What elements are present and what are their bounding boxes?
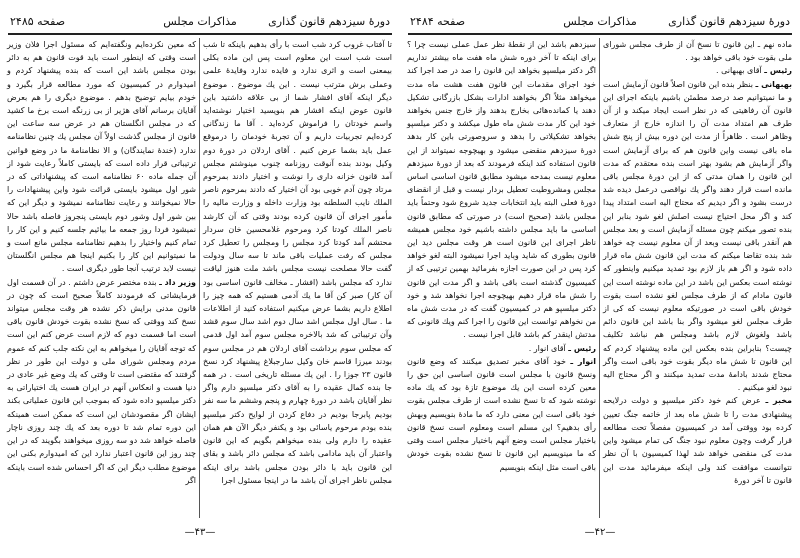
paragraph bbox=[407, 342, 596, 355]
running-title: مذاکرات مجلس bbox=[563, 15, 637, 28]
session-title: دورهٔ سیزدهم قانون گذاری bbox=[668, 15, 790, 28]
text-column-left bbox=[407, 38, 596, 474]
column-divider bbox=[199, 38, 200, 518]
paragraph bbox=[407, 38, 596, 342]
paragraph-text: که معین نکرده‌ایم ونگفته‌ایم که مسئول اجرا فلان وزیر است وقتی که اینطور است باید قوت قانون هم به دائر بودن مجلس باشد این است که بنده پیشنهاد کردم و امیدوارم در کمیسیون که مورد مطالعه قرار بگیرد و خودم بیایم توضیح بدهم . موضوع دیگری را هم بعرض آقایان برسانم آقای هژیر از بی زرنگه است برخ ما کشید که در مجلس انگلستان هم در عرض سه ساعت این قانون از مجلس گذشت اولاً آن مجلس یك چنین نظامنامه ندارد (خندهٔ نمایندگان) و الا نظامنامهٔ ما در وضع قوانین ترتیباتی قرار داده است که بایستی کاملاً رعایت شود از آن جمله ماده ۶۰ نظامنامه است که پیشنهاداتی که در شور اول میشود بایستی قرائت شود واین پیشنهادات را حالا نمیخوانند و رعایت نظامنامه نمیشود و دیگر این که بین شور اول وشور دوم بایستی پنجروز فاصله باشد حالا نمیشود فردا روز جمعه ما بیائیم جلسه کنیم و این کار را تمام کنیم واختیار را بدهیم نظامنامه مجلس مانع است و ما نمیتوانیم این کار را بکنیم اینجا هم مجلس انگلستان نیست لابد ترتیب آنجا طور دیگری است . bbox=[7, 40, 197, 274]
page-label: صفحه ۲۴۸۴ bbox=[410, 15, 466, 28]
column-divider bbox=[599, 38, 600, 518]
right-page bbox=[400, 0, 800, 558]
speaker-name: رئیس ـ bbox=[764, 66, 792, 76]
paragraph bbox=[407, 355, 596, 474]
paragraph-text: سیزدهم باشد این از نقطهٔ نظر عمل عملی نیست چرا ؟ برای اینکه تا آخر دوره شش ماه هفت ماه بیشتر نداریم اگر دکتر میلسپو بخواهد این قانون را صد در صد اجرا کند خود اجرای مقدمات این قانون هفت هشت ماه مدت میخواهد مثلاً اگر بخواهند ادارات بشکل بازرگانی تشکیل دهند یا کمانده‌هائی بخارج بدهند واز خارج جنس بخواهند خود این کار مدت شش ماه طول میکشد و دکتر میلسپو بخواهد تشکیلاتی را بدهد و سروصورتی باین کار بدهد دورهٔ سیزدهم منقضی میشود و بهیچوجه نمیتواند از این قانون استفاده کند اینکه فرمودند که بعد از دورهٔ سیزدهم معلوم نیست بمدحه میشود مطابق قانون اساسی اساس مجلس ومشروطیت تعطیل بردار نیست و قبل از انقضای دورهٔ فعلی البته باید انتخابات جدید شروع شود وحتماً باید مجلس باشد (صحیح است) در صورتی که مطابق قانون اساسی ما باید مجلس داشته باشیم خود مجلس همیشه ناظر اجرای این قانون است هر وقت مجلس دید این قانون بطوری که شاید وباید اجرا نمیشود البته لغو خواهد کرد پس در این صورت اجازه بفرمائید بهمین ترتیبی که از کمیسیون گذشته است باقی باشد و اگر مدت این قانون را شش ماه قرار دهیم بهیچوجه اجرا نخواهد شد و خود دکتر میلسپو هم در کمیسیون گفت که در مدت شش ماه من نخواهم توانست این قانون را اجرا کنم ویك قانونی که مدتش اینقدر کم باشد قابل اجرا نیست . bbox=[407, 40, 596, 340]
text-column-right bbox=[603, 38, 792, 487]
paragraph bbox=[603, 394, 792, 486]
page-header bbox=[10, 12, 390, 32]
paragraph-text: تا آفتاب غروب کرد شب است با رأی بدهیم باینکه تا شب است شب است این معلوم است پس این ماده بکلی بیمعنی است و اثری ندارد و فایده ندارد وفایدهٔ علمی وعملی برش مترتب نیست . این یك موضوع . موضوع دیگر اینکه آقای افشار شما از بی علاقه داشتید باین قانون عوض اینکه افشار هم بنویسید اختیار نوشته‌اید واسم خودتان را فراموش کرده‌اید . آقا ما زندگانی کرده‌ایم تجربیات داریم و آن تجربهٔ خودمان را درموقع عمل باید بشما عرض کنیم . آقای اردلان در دورهٔ دوم وکیل بودند بنده آنوقت روزنامه چنوب مینوشتم مجلس آمد قانون خزانه داری را نوشت و اختیار دادند بمرحوم مرتاد چون آدم خوبی بود آن اختیار که دادند بمرحوم ناصر الملك نایب السلطنه بود وزارت داخله و وزارت مالیه را مأمور اجرای آن قانون کرده بودند وقتی که آن کارشد ناصر الملك کودتا کرد ومرحوم غلامحسین خان سردار محتشم آمد کودتا کرد مجلس را ومجلس را تعطیل کرد مجلس که رفت عملیات باقی ماند تا سه سال ودولت گفت حالا مصلحت نیست مجلس باشد ملت هنوز لیاقت ندارد که مجلس باشد (افشار ـ مخالف قانون اساسی بود آن کار) صبر کن آقا ما یك آدمی هستیم که همه چیز را اطلاع داریم بشما عرض میکنیم استفاده کنید از اطلاعات ما . سال اول مجلس اشد سال دوم اشد سال سوم قشد وآن ترتیباتی که شد بالاخره مجلس سوم آمد اول قدمی که مجلس سوم برداشت آقای اردلان هم در مجلس سوم بودند میرزا قاسم خان وکیل سارجبلاغ پیشنهاد کرد نسخ قانون ۲۳ جوزا را . این یك مسئله تاریخی است . در همه جا بنده کمال عقیده را به آقای دکتر میلسپو دارم واگر نظر آقایان باشد در دورهٔ چهارم و پنجم وششم ما سه نفر بودیم پابرجا بودیم در دفاع کردن از لوایح دکتر میلسپو بنده بودم مرحوم یاسائی بود و یکنفر دیگر الآن هم همان عقیده را دارم ولی بنده میخواهم بگویم که این قانون واعتبار آن باید مادامی باشد که مجلس دائر باشد و بقای این قانون باید با دائر بودن مجلس باشد برای اینکه مجلس ناظر اجرای آن باشد ما در اینجا مسئول اجرا bbox=[203, 40, 393, 485]
speaker-name: انوار ـ bbox=[570, 356, 596, 366]
speaker-name: بهبهانی ـ bbox=[755, 79, 793, 89]
text-column-left bbox=[7, 38, 196, 487]
header-rule bbox=[8, 33, 392, 35]
page-number: —۴۳— bbox=[184, 527, 216, 538]
running-title: مذاکرات مجلس bbox=[163, 15, 237, 28]
page-label: صفحه ۲۴۸۵ bbox=[10, 15, 66, 28]
paragraph bbox=[7, 276, 196, 487]
paragraph-text: آقای انوار . bbox=[528, 343, 566, 353]
speaker-name: رئیس ـ bbox=[568, 343, 596, 353]
paragraph-text: بنظر بنده این قانون اصلاً قانون آزمایش است و ما نمیتوانیم صد درصد مطمئن باشیم باینکه اجرای این قانون آن رفاهیتی که در نظر است ایجاد میکند و از آن طرف هم امتداد مدت آن را اندازه خارج از متعارف وظاهر است . ظاهراً از مدت این دوره بیش از پنج شش ماه باقی نیست واین قانون هم که برای آزمایش است واگر آزمایش هم بشود بهتر است بنده معتقدم که مدت این قانون را همان مدتی که از این دورهٔ مجلس باقی مانده است قرار دهند واگر یك نواقصی درعمل دیده شد درست بشود و اگر دیدیم که محتاج الیه است امتداد پیدا کند و اگر محل احتیاج نیست اصلش لغو شود بنابر این بنده تصور میکنم چون مسئله آزمایش است و بعد مجلس هم آنقدر باقی نیست وبعد از آن معلوم نیست چه خواهد شد بنده تقاضا میکنم که مدت این قانون شش ماه قرار داده شود و اگر هم باز لازم بود تمدید میکنیم واینطور که نوشته است بعکس این باشد در این ماده نوشته است این قانون مادام که از طرف مجلس لغو نشده است بقوت خودش باقی است در صورتیکه معلوم نیست که کی از طرف مجلس لغو میشود واگر بنا باشد این قانون دائم باشد ولغوش لازم باشد ومجلس هم نباشد تکلیف چیست؟ بنابراین بنده بعکس این ماده پیشنهاد کردم که این قانون تا شش ماه دیگر بقوت خود باقی است واگر محتاج شدند بادامهٔ مدت تمدید میکنند و اگر محتاج الیه نبود لغو میکنیم . bbox=[603, 79, 792, 393]
page-header bbox=[410, 12, 790, 32]
paragraph bbox=[603, 64, 792, 77]
paragraph-text: عرض کنم خود دکتر میلسپو و دولت درلایحه پیشنهادی مدت را تا شش ماه بعد از خاتمه جنگ تعیین کرده بود ووقتی آمد در کمیسیون مفصلاً تحت مطالعه قرار گرفت وچون معلوم نبود جنگ کی تمام میشود واین مدت کی منقضی خواهد شد لهذا کمیسیون با آن نظر نتوانست موافقت کند ولی اینکه میفرمائید مدت این قانون تا آخر دورهٔ bbox=[603, 396, 792, 485]
session-title: دورهٔ سیزدهم قانون گذاری bbox=[268, 15, 390, 28]
paragraph bbox=[203, 38, 392, 487]
speaker-name: مخبر ـ bbox=[765, 396, 793, 406]
paragraph-text: بنده مختصر عرض داشتم . در آن قسمت اول فرمایشاتی که فرمودند کاملاً صحیح است که چون در قانون مدنی برایش ذکر نشده هر وقت مجلس میتواند نسخ کند ووقتی که نسخ نشده بقوت خودش قانون باقی است اما قسمت دوم که لازم است عرض کنم این است که توجه آقایان را میخواهم به این نکته جلب کنم که عموم مردم ومجلس شورای ملی و دولت این طور در نظر گرفتند که مقتضی است تا وقتی که یك وضع غیر عادی در دنیا هست و انعکاس آنهم در ایران هست یك اختیاراتی به دکتر میلسپو داده شود که بموجب این قانون عملیاتی بکند ایشان اگر مقصودشان این است که ممکن است همینکه این دوره تمام شد تا دوره بعد که یك چند روزی ناچار فاصله خواهد شد دو سه روزی میخواهند بگویند که در این چند روز این قانون اعتبار ندارد این که امیدوارم بکنی این موضوع مطلب دیگر این که اگر احساس شده است باینکه اگر bbox=[7, 277, 196, 485]
paragraph bbox=[7, 38, 196, 276]
speaker-name: وزیر داد ـ bbox=[159, 277, 196, 287]
paragraph bbox=[603, 78, 792, 395]
paragraph-text: ماده نهم ـ این قانون تا نسخ آن از طرف مجلس شورای ملی بقوت خود باقی خواهد بود . bbox=[603, 40, 792, 63]
paragraph-text: آقای بهبهانی . bbox=[716, 66, 762, 76]
text-column-right bbox=[203, 38, 392, 487]
page-number: —۴۲— bbox=[584, 527, 616, 538]
header-rule bbox=[408, 33, 792, 35]
paragraph-text: خود آقای مخبر تصدیق میکنند که وضع قانون ونسخ قانون با مجلس است قانون اساسی این حق را معین کرده است این یك موضوع تازهٔ بود که یك ماده نوشته شود که تا نسخ نشده است از طرف مجلس بقوت خود باقی است این معنی دارد که ما مادهٔ بنویسیم وبهش رأی بدهیم؟ این مسلم است ومعلوم است نسخ قانون باختیار مجلس است وضع آنهم باختیار مجلس است وقتی که ما مینویسیم این قانون تا نسخ نشده بقوت خودش باقی است مثل اینکه بنویسیم bbox=[407, 356, 596, 472]
paragraph bbox=[603, 38, 792, 64]
